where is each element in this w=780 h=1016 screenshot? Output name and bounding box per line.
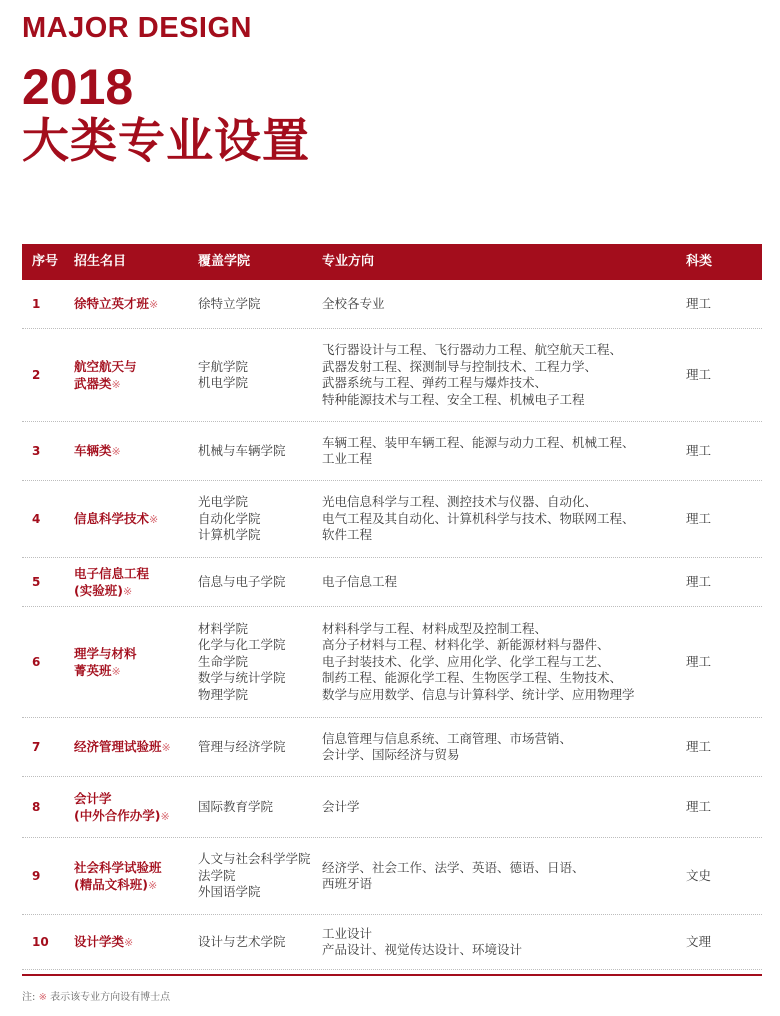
enrollment-name-text bbox=[74, 645, 137, 680]
directions-text: 光电信息科学与工程、测控技术与仪器、自动化、 电气工程及其自动化、计算机科学与技术、物联网工程、 软件工程 bbox=[322, 494, 635, 543]
enrollment-name-label: 徐特立英才班 bbox=[74, 296, 150, 311]
enrollment-name-text bbox=[74, 859, 162, 894]
table-body bbox=[22, 280, 762, 970]
colleges-text: 光电学院 自动化学院 计算机学院 bbox=[198, 494, 261, 543]
row-colleges bbox=[198, 838, 316, 914]
row-directions bbox=[322, 481, 662, 557]
doctoral-mark-icon: ※ bbox=[149, 513, 159, 526]
enrollment-name-text bbox=[74, 510, 158, 528]
footnote-prefix: 注: bbox=[22, 992, 36, 1003]
subject-text: 理工 bbox=[686, 295, 712, 311]
row-subject bbox=[686, 422, 726, 480]
subject-text: 理工 bbox=[686, 366, 712, 382]
enrollment-name-text bbox=[74, 358, 137, 393]
subject-text: 理工 bbox=[686, 573, 712, 589]
row-enrollment-name bbox=[74, 915, 192, 969]
row-directions bbox=[322, 915, 662, 969]
enrollment-name-label: 理学与材料 菁英班 bbox=[74, 645, 137, 678]
subject-text: 理工 bbox=[686, 510, 712, 526]
row-enrollment-name bbox=[74, 838, 192, 914]
row-enrollment-name bbox=[74, 329, 192, 421]
table-row bbox=[22, 718, 762, 777]
table-header bbox=[22, 244, 762, 280]
directions-text: 会计学 bbox=[322, 798, 360, 814]
colleges-text: 国际教育学院 bbox=[198, 798, 274, 814]
table-row bbox=[22, 422, 762, 481]
row-subject bbox=[686, 607, 726, 717]
enrollment-name-text bbox=[74, 565, 149, 600]
header-subject: 科类 bbox=[686, 254, 713, 269]
row-number bbox=[32, 481, 68, 557]
enrollment-name-label: 车辆类 bbox=[74, 443, 112, 458]
row-subject bbox=[686, 915, 726, 969]
colleges-text: 信息与电子学院 bbox=[198, 573, 286, 589]
row-number-text: 2 bbox=[32, 368, 41, 382]
directions-text: 信息管理与信息系统、工商管理、市场营销、 会计学、国际经济与贸易 bbox=[322, 730, 573, 762]
colleges-text: 宇航学院 机电学院 bbox=[198, 358, 249, 390]
bottom-divider bbox=[22, 974, 762, 976]
row-number bbox=[32, 329, 68, 421]
row-colleges bbox=[198, 777, 316, 837]
doctoral-mark-icon: ※ bbox=[111, 445, 121, 458]
subject-text: 理工 bbox=[686, 442, 712, 458]
row-number-text: 3 bbox=[32, 444, 41, 458]
row-number bbox=[32, 718, 68, 776]
row-directions bbox=[322, 422, 662, 480]
directions-text: 经济学、社会工作、法学、英语、德语、日语、 西班牙语 bbox=[322, 859, 585, 891]
doctoral-mark-icon: ※ bbox=[38, 992, 47, 1003]
row-subject bbox=[686, 838, 726, 914]
row-colleges bbox=[198, 915, 316, 969]
row-number bbox=[32, 838, 68, 914]
subject-text: 文理 bbox=[686, 933, 712, 949]
enrollment-name-text bbox=[74, 790, 170, 825]
colleges-text: 管理与经济学院 bbox=[198, 738, 286, 754]
enrollment-name-label: 经济管理试验班 bbox=[74, 739, 162, 754]
header-number: 序号 bbox=[32, 254, 59, 269]
row-colleges bbox=[198, 481, 316, 557]
row-enrollment-name bbox=[74, 718, 192, 776]
row-subject bbox=[686, 718, 726, 776]
row-number-text: 8 bbox=[32, 800, 41, 814]
table-row bbox=[22, 777, 762, 838]
row-enrollment-name bbox=[74, 280, 192, 328]
row-number-text: 4 bbox=[32, 512, 41, 526]
row-colleges bbox=[198, 718, 316, 776]
row-enrollment-name bbox=[74, 777, 192, 837]
doctoral-mark-icon: ※ bbox=[160, 809, 170, 823]
row-directions bbox=[322, 558, 662, 606]
colleges-text: 机械与车辆学院 bbox=[198, 442, 286, 458]
enrollment-name-label: 社会科学试验班 (精品文科班) bbox=[74, 859, 162, 892]
row-subject bbox=[686, 558, 726, 606]
row-colleges bbox=[198, 422, 316, 480]
row-subject bbox=[686, 481, 726, 557]
subject-text: 文史 bbox=[686, 867, 712, 883]
row-number bbox=[32, 422, 68, 480]
enrollment-name-text bbox=[74, 442, 121, 460]
doctoral-mark-icon: ※ bbox=[111, 377, 121, 391]
doctoral-mark-icon: ※ bbox=[149, 298, 159, 311]
doctoral-mark-icon: ※ bbox=[161, 741, 171, 754]
row-colleges bbox=[198, 280, 316, 328]
table-row bbox=[22, 558, 762, 607]
colleges-text: 人文与社会科学学院 法学院 外国语学院 bbox=[198, 851, 311, 900]
row-subject bbox=[686, 329, 726, 421]
row-directions bbox=[322, 329, 662, 421]
page-title: 大类专业设置 bbox=[22, 114, 310, 169]
row-number-text: 7 bbox=[32, 740, 41, 754]
table-row bbox=[22, 280, 762, 329]
row-number bbox=[32, 777, 68, 837]
row-enrollment-name bbox=[74, 481, 192, 557]
doctoral-mark-icon: ※ bbox=[122, 584, 133, 598]
enrollment-name-label: 电子信息工程 (实验班) bbox=[74, 565, 150, 598]
directions-text: 车辆工程、装甲车辆工程、能源与动力工程、机械工程、 工业工程 bbox=[322, 434, 635, 466]
year-heading: 2018 bbox=[22, 59, 134, 115]
directions-text: 全校各专业 bbox=[322, 295, 385, 311]
row-subject bbox=[686, 777, 726, 837]
enrollment-name-text bbox=[74, 295, 158, 313]
row-number-text: 6 bbox=[32, 655, 41, 669]
colleges-text: 设计与艺术学院 bbox=[198, 933, 286, 949]
subject-text: 理工 bbox=[686, 738, 712, 754]
enrollment-name-label: 航空航天与 武器类 bbox=[74, 358, 137, 391]
row-enrollment-name bbox=[74, 422, 192, 480]
enrollment-name-text bbox=[74, 933, 133, 951]
row-directions bbox=[322, 838, 662, 914]
row-number-text: 10 bbox=[32, 935, 49, 949]
row-directions bbox=[322, 280, 662, 328]
subject-text: 理工 bbox=[686, 798, 712, 814]
row-enrollment-name bbox=[74, 607, 192, 717]
row-subject bbox=[686, 280, 726, 328]
footnote bbox=[22, 988, 170, 1003]
row-number bbox=[32, 280, 68, 328]
doctoral-mark-icon: ※ bbox=[111, 664, 121, 678]
majors-table bbox=[22, 244, 762, 970]
footnote-text: 表示该专业方向设有博士点 bbox=[50, 992, 171, 1003]
row-directions bbox=[322, 777, 662, 837]
eyebrow-title: MAJOR DESIGN bbox=[22, 12, 252, 44]
doctoral-mark-icon: ※ bbox=[147, 878, 158, 892]
colleges-text: 材料学院 化学与化工学院 生命学院 数学与统计学院 物理学院 bbox=[198, 620, 286, 702]
doctoral-mark-icon: ※ bbox=[124, 936, 134, 949]
row-colleges bbox=[198, 329, 316, 421]
enrollment-name-label: 设计学类 bbox=[74, 934, 125, 949]
table-row bbox=[22, 329, 762, 422]
subject-text: 理工 bbox=[686, 653, 712, 669]
table-row bbox=[22, 838, 762, 915]
row-number-text: 5 bbox=[32, 575, 41, 589]
row-colleges bbox=[198, 558, 316, 606]
directions-text: 材料科学与工程、材料成型及控制工程、 高分子材料与工程、材料化学、新能源材料与器件、 电子封装技术、化学、应用化学、化学工程与工艺、 制药工程、能源化学工程、生物医学工程、生物技术、 数学与应用数学、信息与计算科学、统计学、应用物理学 bbox=[322, 620, 635, 702]
row-number-text: 1 bbox=[32, 297, 41, 311]
row-number bbox=[32, 915, 68, 969]
row-directions bbox=[322, 718, 662, 776]
directions-text: 飞行器设计与工程、飞行器动力工程、航空航天工程、 武器发射工程、探测制导与控制技术、工程力学、 武器系统与工程、弹药工程与爆炸技术、 特种能源技术与工程、安全工程、机械电子工程 bbox=[322, 342, 623, 407]
directions-text: 工业设计 产品设计、视觉传达设计、环境设计 bbox=[322, 925, 523, 957]
directions-text: 电子信息工程 bbox=[322, 573, 398, 589]
row-number bbox=[32, 558, 68, 606]
colleges-text: 徐特立学院 bbox=[198, 295, 261, 311]
enrollment-name-label: 信息科学技术 bbox=[74, 511, 150, 526]
header-enrollment-name: 招生名目 bbox=[74, 254, 127, 269]
row-number-text: 9 bbox=[32, 869, 41, 883]
header-colleges: 覆盖学院 bbox=[198, 254, 251, 269]
row-directions bbox=[322, 607, 662, 717]
table-row bbox=[22, 481, 762, 558]
table-row bbox=[22, 607, 762, 718]
row-colleges bbox=[198, 607, 316, 717]
enrollment-name-label: 会计学 (中外合作办学) bbox=[74, 790, 161, 823]
header-directions: 专业方向 bbox=[322, 254, 375, 269]
row-enrollment-name bbox=[74, 558, 192, 606]
enrollment-name-text bbox=[74, 738, 171, 756]
row-number bbox=[32, 607, 68, 717]
table-row bbox=[22, 915, 762, 970]
